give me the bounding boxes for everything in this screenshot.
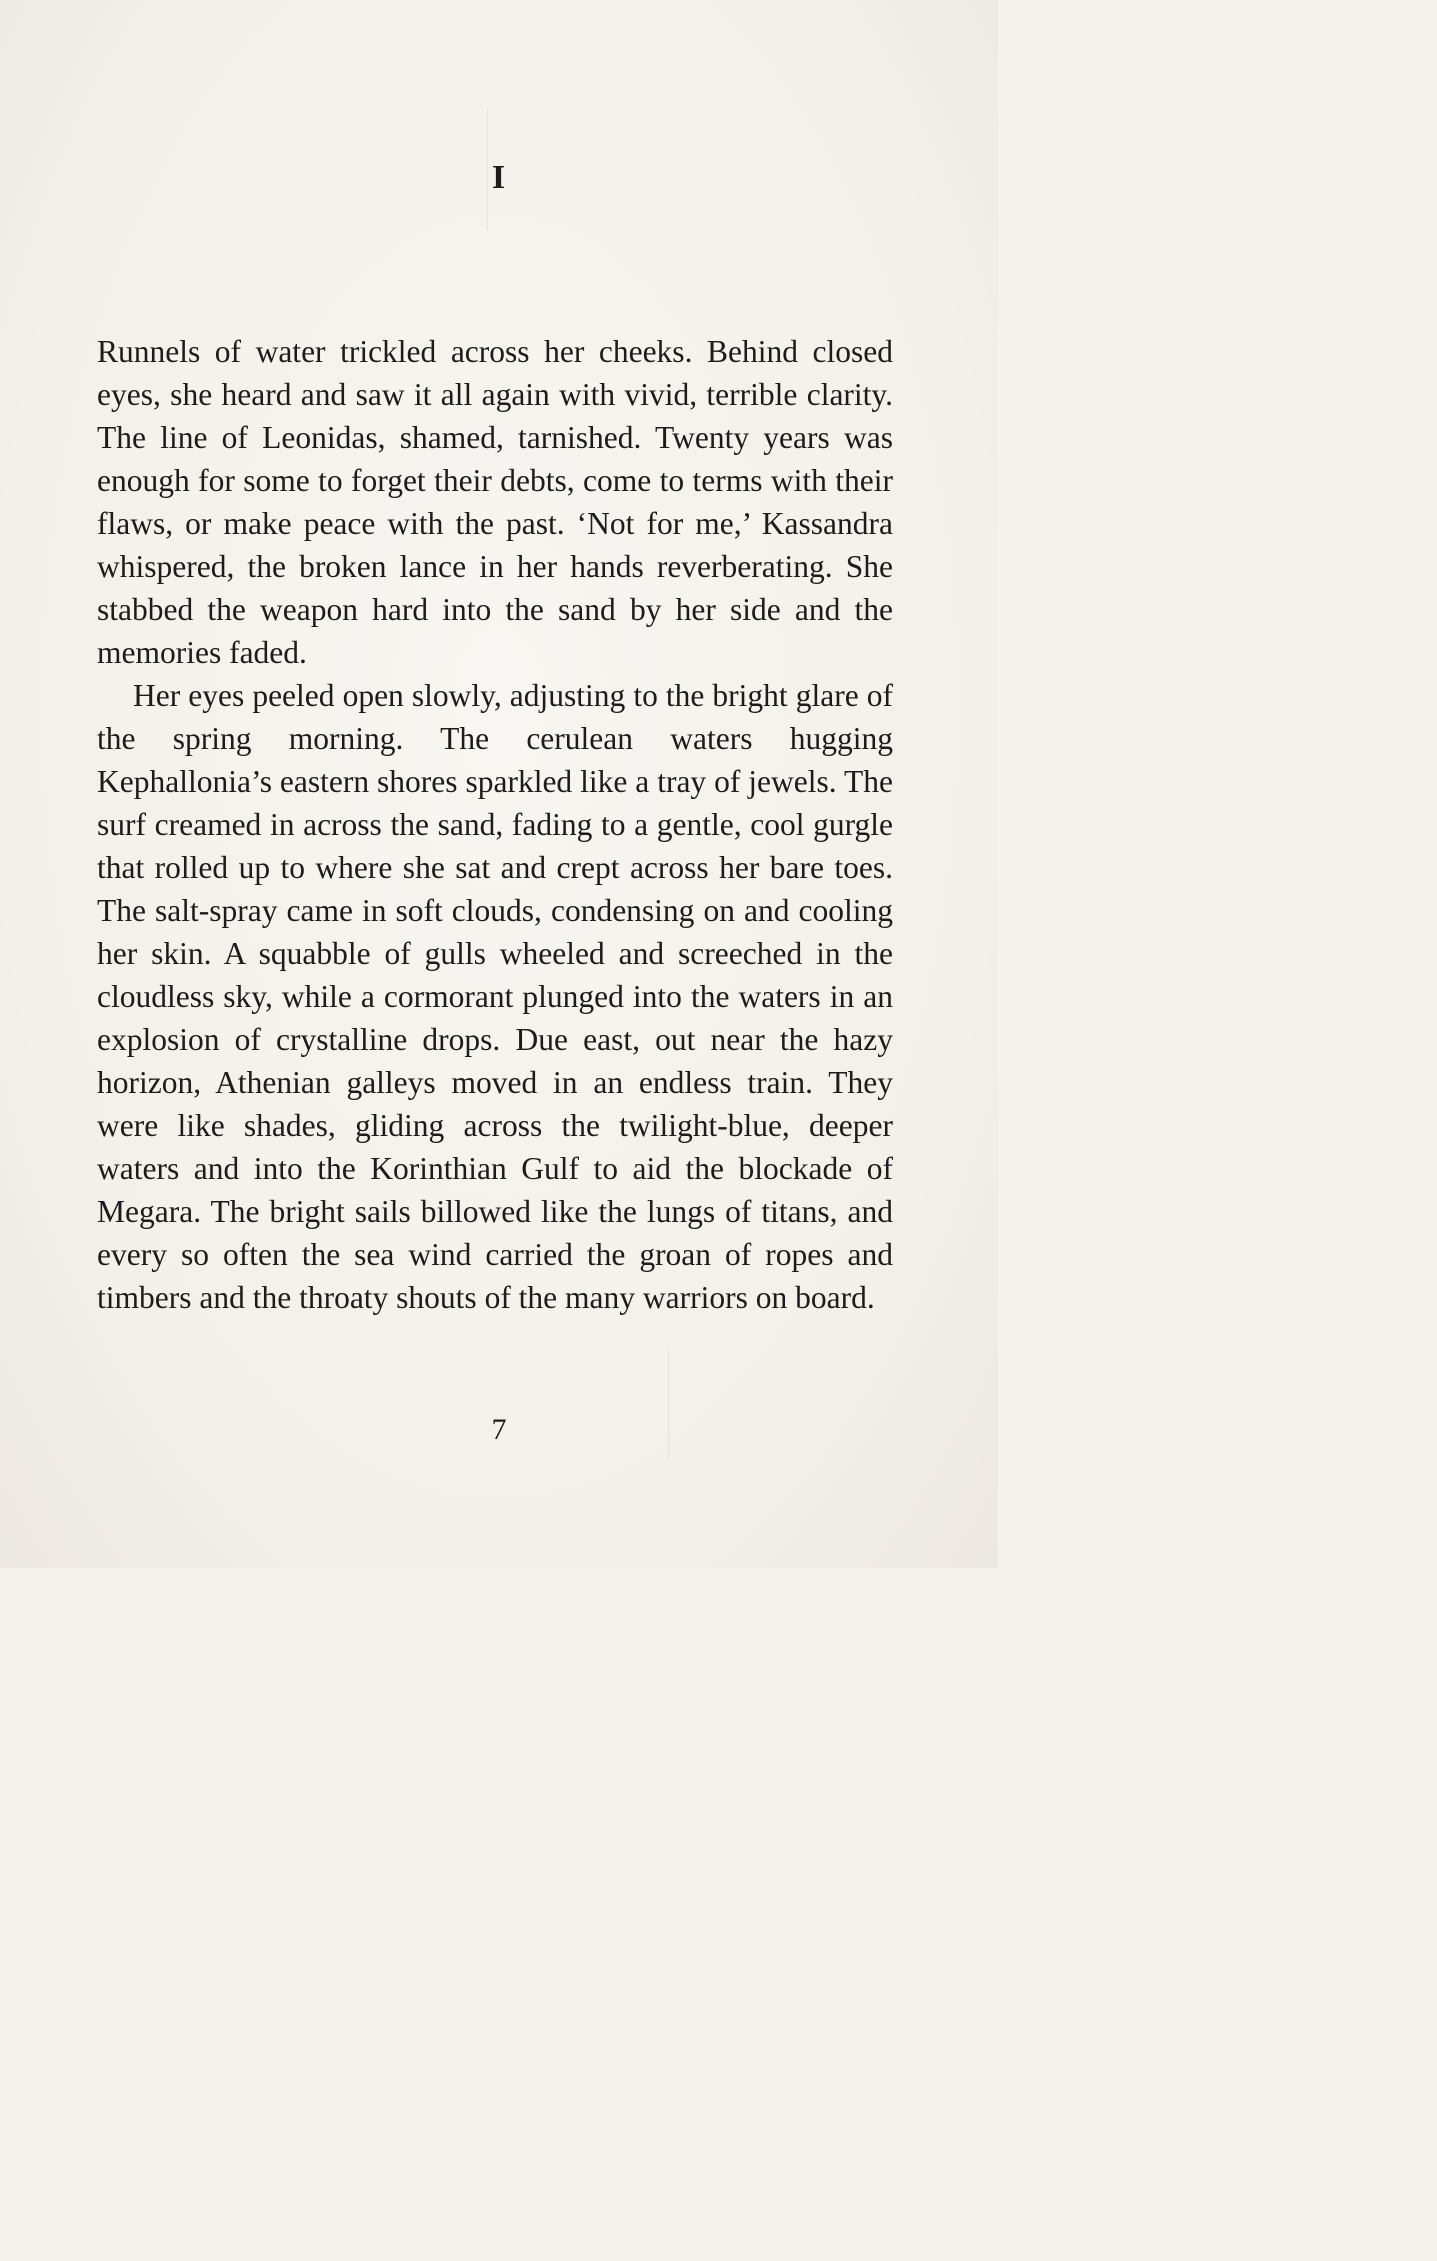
paragraph: Her eyes peeled open slowly, adjusting to the bright glare of the spring morning. The cerulean waters hugging Kephallonia’s eastern shores sparkled like a tray of jewels. The surf creamed in across the sand, fading to a gentle, cool gurgle that rolled up to where she sat and crept across her bare toes. The salt-spray came in soft clouds, condensing on and cooling her skin. A squabble of gulls wheeled and screeched in the cloudless sky, while a cormorant plunged into the waters in an explosion of crystalline drops. Due east, out near the hazy horizon, Athenian galleys moved in an endless train. They were like shades, gliding across the twilight-blue, deeper waters and into the Korinthian Gulf to aid the blockade of Megara. The bright sails billowed like the lungs of titans, and every so often the sea wind carried the groan of ropes and timbers and the throaty shouts of the many warriors on board. (97, 678, 893, 1315)
page-number: 7 (491, 1413, 507, 1446)
book-page (0, 0, 998, 1568)
chapter-body (97, 330, 893, 1319)
chapter-number: I (491, 159, 507, 196)
paragraph: Runnels of water trickled across her cheeks. Behind closed eyes, she heard and saw it all again with vivid, terrible clarity. The line of Leonidas, shamed, tarnished. Twenty years was enough for some to forget their debts, come to terms with their flaws, or make peace with the past. ‘Not for me,’ Kassandra whispered, the broken lance in her hands reverberating. She stabbed the weapon hard into the sand by her side and the memories faded. (97, 334, 893, 670)
